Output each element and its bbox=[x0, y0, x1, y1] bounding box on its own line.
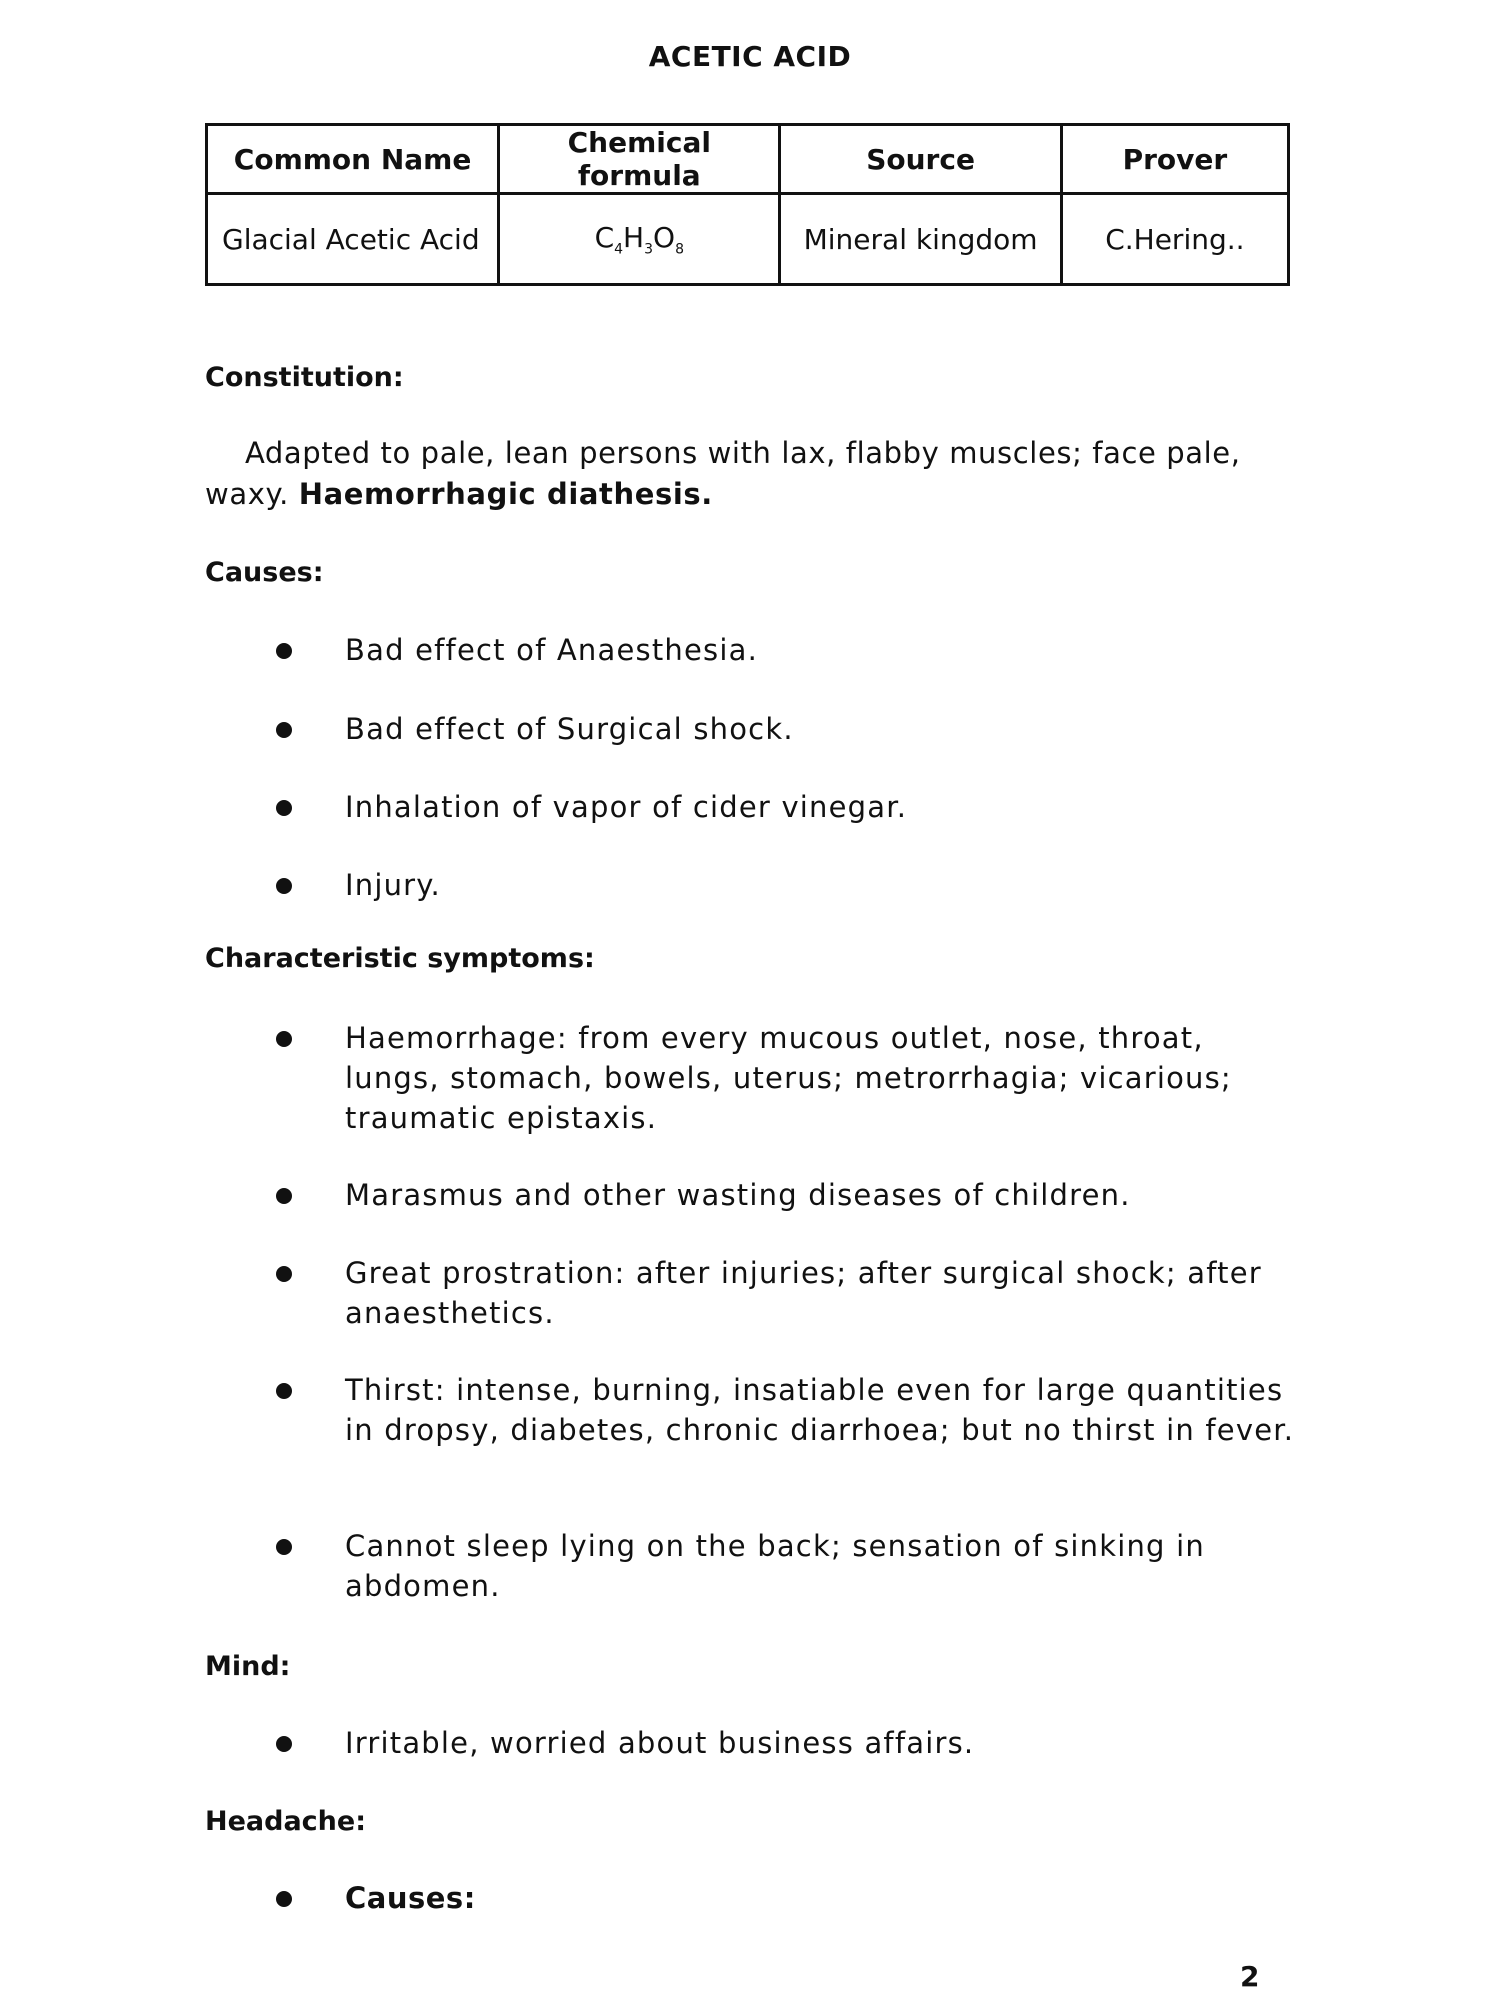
cell-common-name: Glacial Acetic Acid bbox=[207, 194, 499, 285]
cell-chemical-formula: $C_4H_3O_8$ bbox=[499, 194, 780, 285]
list-item: Cannot sleep lying on the back; sensation of sinking in abdomen. bbox=[345, 1529, 1205, 1603]
section-heading-mind: Mind: bbox=[205, 1651, 291, 1682]
header-common-name: Common Name bbox=[207, 125, 499, 194]
page-number: 2 bbox=[1240, 1960, 1260, 1993]
cell-source: Mineral kingdom bbox=[780, 194, 1061, 285]
bullet-icon bbox=[276, 800, 292, 816]
header-prover: Prover bbox=[1061, 125, 1288, 194]
section-heading-headache: Headache: bbox=[205, 1806, 367, 1837]
bullet-icon bbox=[276, 1188, 292, 1204]
list-item: Bad effect of Surgical shock. bbox=[345, 712, 794, 746]
section-heading-characteristic-symptoms: Characteristic symptoms: bbox=[205, 943, 595, 974]
page-title: ACETIC ACID bbox=[648, 40, 852, 73]
list-item: Injury. bbox=[345, 868, 441, 902]
section-heading-constitution: Constitution: bbox=[205, 362, 404, 393]
list-item: Causes: bbox=[345, 1881, 476, 1915]
bullet-icon bbox=[276, 722, 292, 738]
bullet-icon bbox=[276, 643, 292, 659]
cell-prover: C.Hering.. bbox=[1061, 194, 1288, 285]
list-item: Irritable, worried about business affairs. bbox=[345, 1726, 975, 1760]
section-heading-causes: Causes: bbox=[205, 557, 324, 588]
header-chemical-formula: Chemical formula bbox=[499, 125, 780, 194]
list-item: Great prostration: after injuries; after surgical shock; after anaesthetics. bbox=[345, 1256, 1262, 1330]
header-source: Source bbox=[780, 125, 1061, 194]
bullet-icon bbox=[276, 1891, 292, 1907]
bullet-icon bbox=[276, 1539, 292, 1555]
table-row bbox=[207, 194, 1289, 285]
list-item: Marasmus and other wasting diseases of children. bbox=[345, 1178, 1131, 1212]
constitution-paragraph: Adapted to pale, lean persons with lax, flabby muscles; face pale, waxy. Haemorrhagic diathesis. bbox=[205, 436, 1241, 511]
list-item: Inhalation of vapor of cider vinegar. bbox=[345, 790, 908, 824]
bullet-icon bbox=[276, 1031, 292, 1047]
list-item: Bad effect of Anaesthesia. bbox=[345, 633, 758, 667]
bullet-icon bbox=[276, 1736, 292, 1752]
table-header-row bbox=[207, 125, 1289, 194]
remedy-info-table bbox=[205, 123, 1290, 286]
list-item: Thirst: intense, burning, insatiable even for large quantities in dropsy, diabetes, chronic diarrhoea; but no thirst in fever. bbox=[345, 1373, 1295, 1447]
bullet-icon bbox=[276, 1266, 292, 1282]
list-item: Haemorrhage: from every mucous outlet, nose, throat, lungs, stomach, bowels, uterus; metrorrhagia; vicarious; traumatic epistaxis. bbox=[345, 1021, 1232, 1135]
bullet-icon bbox=[276, 1383, 292, 1399]
bullet-icon bbox=[276, 878, 292, 894]
